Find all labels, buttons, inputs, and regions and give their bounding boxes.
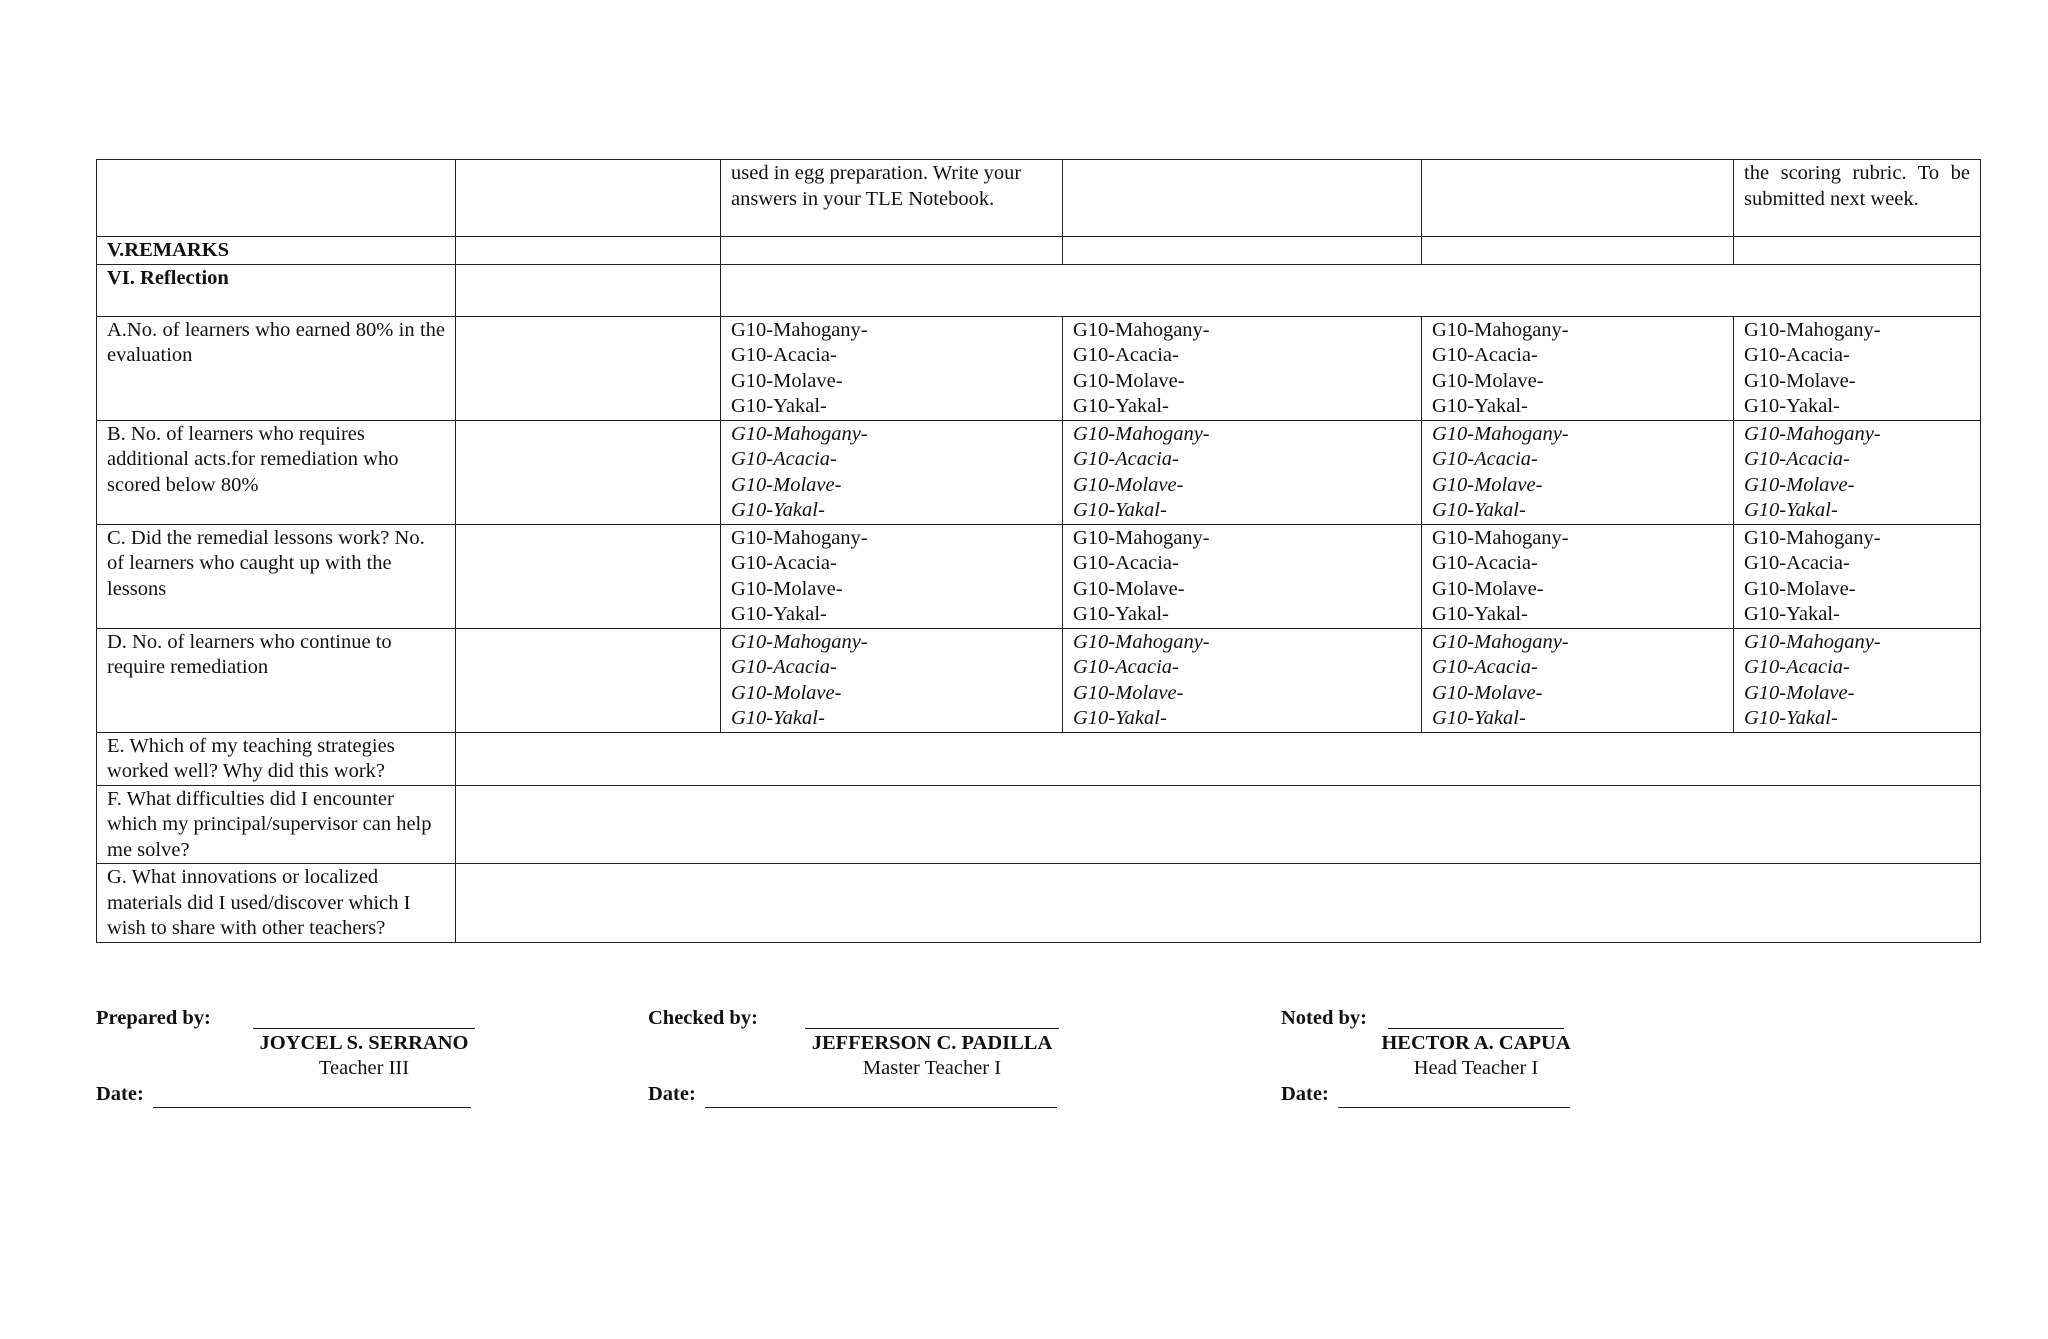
sections-cell: [721, 316, 1063, 420]
checker-position: Master Teacher I: [862, 1057, 1002, 1079]
noted-by-block: [1281, 1006, 1681, 1105]
answer-cell: [456, 732, 1981, 785]
section-label: G10-Yakal-: [1432, 499, 1526, 521]
table-row-open-question: [97, 732, 1981, 785]
table-cell: [721, 264, 1981, 316]
answer-cell: [456, 785, 1981, 864]
signature-line: [1388, 1010, 1564, 1029]
section-label: G10-Mahogany-: [1073, 318, 1210, 341]
table-cell: [1734, 237, 1981, 265]
table-cell: [456, 160, 721, 237]
table-row-continuation: [97, 160, 1981, 237]
section-label: G10-Yakal-: [731, 499, 825, 521]
section-label: G10-Acacia-: [1432, 344, 1538, 366]
section-label: G10-Yakal-: [731, 395, 827, 417]
section-label: G10-Yakal-: [731, 707, 825, 729]
date-line: [705, 1089, 1057, 1108]
section-label: G10-Acacia-: [731, 656, 837, 678]
sections-cell: [1422, 316, 1734, 420]
prepared-date-label: Date:: [96, 1083, 144, 1105]
table-cell: [456, 524, 721, 628]
checked-by-label: Checked by:: [648, 1007, 758, 1029]
sections-cell: [1422, 420, 1734, 524]
table-row-open-question: [97, 785, 1981, 864]
section-label: G10-Acacia-: [1073, 656, 1179, 678]
sections-cell: [1734, 524, 1981, 628]
reflection-label: VI. Reflection: [97, 264, 456, 316]
section-label: G10-Mahogany-: [1432, 526, 1569, 549]
section-label: G10-Molave-: [1073, 681, 1184, 704]
sections-cell: [1063, 628, 1422, 732]
table-row: [97, 316, 1981, 420]
section-label: G10-Mahogany-: [731, 318, 868, 341]
section-label: G10-Molave-: [1073, 577, 1185, 600]
section-label: G10-Molave-: [1744, 473, 1855, 496]
sections-cell: [1422, 628, 1734, 732]
section-label: G10-Acacia-: [1432, 552, 1538, 574]
section-label: G10-Mahogany-: [1432, 630, 1569, 653]
section-label: G10-Yakal-: [1073, 395, 1169, 417]
sections-cell: [1063, 420, 1422, 524]
section-label: G10-Acacia-: [1744, 344, 1850, 366]
table-cell: [456, 264, 721, 316]
section-label: G10-Mahogany-: [1744, 422, 1881, 445]
table-cell: [1063, 237, 1422, 265]
section-label: G10-Mahogany-: [731, 422, 868, 445]
section-label: G10-Molave-: [1073, 473, 1184, 496]
table-cell: [721, 237, 1063, 265]
section-label: G10-Mahogany-: [731, 526, 868, 549]
signature-line: [805, 1010, 1059, 1029]
section-label: G10-Yakal-: [1744, 707, 1838, 729]
section-label: G10-Molave-: [1432, 681, 1543, 704]
checked-date-label: Date:: [648, 1083, 696, 1105]
section-label: G10-Molave-: [731, 577, 843, 600]
checker-name: JEFFERSON C. PADILLA: [811, 1032, 1053, 1054]
section-label: G10-Acacia-: [1073, 448, 1179, 470]
prepared-by-label: Prepared by:: [96, 1007, 211, 1029]
section-label: G10-Yakal-: [1073, 499, 1167, 521]
activity-text-cell: the scoring rubric. To be submitted next week.: [1734, 160, 1981, 237]
dll-reflection-table: [96, 159, 1981, 943]
table-cell: [1422, 237, 1734, 265]
remarks-label: V.REMARKS: [97, 237, 456, 265]
section-label: G10-Acacia-: [731, 344, 837, 366]
preparer-position: Teacher III: [318, 1057, 410, 1079]
section-label: G10-Mahogany-: [1073, 526, 1210, 549]
sections-cell: [1734, 316, 1981, 420]
preparer-name: JOYCEL S. SERRANO: [259, 1032, 469, 1054]
section-label: G10-Molave-: [1432, 473, 1543, 496]
sections-cell: [1422, 524, 1734, 628]
sections-cell: [1063, 524, 1422, 628]
table-cell: [1063, 160, 1422, 237]
table-cell: [456, 420, 721, 524]
date-line: [153, 1089, 471, 1108]
table-row: [97, 524, 1981, 628]
checked-by-block: [648, 1006, 1088, 1105]
question-cell: D. No. of learners who continue to require remediation: [97, 628, 456, 732]
sections-cell: [721, 628, 1063, 732]
section-label: G10-Yakal-: [1073, 603, 1169, 625]
sections-cell: [721, 524, 1063, 628]
section-label: G10-Mahogany-: [1432, 318, 1569, 341]
section-label: G10-Molave-: [1744, 577, 1856, 600]
section-label: G10-Acacia-: [1744, 552, 1850, 574]
table-cell: [1422, 160, 1734, 237]
section-label: G10-Molave-: [731, 681, 842, 704]
section-label: G10-Mahogany-: [1432, 422, 1569, 445]
noter-position: Head Teacher I: [1413, 1057, 1539, 1079]
sections-cell: [721, 420, 1063, 524]
section-label: G10-Yakal-: [1432, 603, 1528, 625]
question-cell: E. Which of my teaching strategies worked well? Why did this work?: [97, 732, 456, 785]
section-label: G10-Yakal-: [731, 603, 827, 625]
section-label: G10-Mahogany-: [1073, 422, 1210, 445]
noted-date-label: Date:: [1281, 1083, 1329, 1105]
table-row: [97, 420, 1981, 524]
table-cell: [97, 160, 456, 237]
section-label: G10-Yakal-: [1073, 707, 1167, 729]
signature-line: [253, 1010, 475, 1029]
section-label: G10-Molave-: [1432, 577, 1544, 600]
section-label: G10-Acacia-: [1073, 552, 1179, 574]
section-label: G10-Mahogany-: [1744, 526, 1881, 549]
section-label: G10-Acacia-: [1432, 656, 1538, 678]
prepared-by-block: [96, 1006, 516, 1105]
question-cell: A.No. of learners who earned 80% in the evaluation: [97, 316, 456, 420]
section-label: G10-Acacia-: [731, 448, 837, 470]
table-cell: [456, 316, 721, 420]
table-cell: [456, 628, 721, 732]
question-cell: F. What difficulties did I encounter which my principal/supervisor can help me solve?: [97, 785, 456, 864]
table-row-remarks: [97, 237, 1981, 265]
answer-cell: [456, 864, 1981, 943]
section-label: G10-Yakal-: [1432, 395, 1528, 417]
section-label: G10-Acacia-: [1744, 656, 1850, 678]
section-label: G10-Yakal-: [1744, 603, 1840, 625]
section-label: G10-Yakal-: [1744, 395, 1840, 417]
table-row: [97, 628, 1981, 732]
table-cell: [456, 237, 721, 265]
activity-text-cell: used in egg preparation. Write your answers in your TLE Notebook.: [721, 160, 1063, 237]
sections-cell: [1734, 420, 1981, 524]
date-line: [1338, 1089, 1570, 1108]
question-cell: C. Did the remedial lessons work? No. of learners who caught up with the lessons: [97, 524, 456, 628]
section-label: G10-Acacia-: [1432, 448, 1538, 470]
section-label: G10-Mahogany-: [1744, 318, 1881, 341]
noter-name: HECTOR A. CAPUA: [1381, 1032, 1571, 1054]
section-label: G10-Mahogany-: [1073, 630, 1210, 653]
section-label: G10-Acacia-: [1073, 344, 1179, 366]
section-label: G10-Molave-: [1744, 369, 1856, 392]
question-cell: B. No. of learners who requires additional acts.for remediation who scored below 80%: [97, 420, 456, 524]
section-label: G10-Molave-: [731, 369, 843, 392]
section-label: G10-Acacia-: [731, 552, 837, 574]
section-label: G10-Mahogany-: [731, 630, 868, 653]
section-label: G10-Molave-: [1432, 369, 1544, 392]
section-label: G10-Yakal-: [1432, 707, 1526, 729]
table-row-reflection: [97, 264, 1981, 316]
sections-cell: [1734, 628, 1981, 732]
section-label: G10-Mahogany-: [1744, 630, 1881, 653]
section-label: G10-Molave-: [1073, 369, 1185, 392]
section-label: G10-Acacia-: [1744, 448, 1850, 470]
noted-by-label: Noted by:: [1281, 1007, 1367, 1029]
section-label: G10-Yakal-: [1744, 499, 1838, 521]
section-label: G10-Molave-: [731, 473, 842, 496]
section-label: G10-Molave-: [1744, 681, 1855, 704]
question-cell: G. What innovations or localized materials did I used/discover which I wish to share with other teachers?: [97, 864, 456, 943]
sections-cell: [1063, 316, 1422, 420]
table-row-open-question: [97, 864, 1981, 943]
